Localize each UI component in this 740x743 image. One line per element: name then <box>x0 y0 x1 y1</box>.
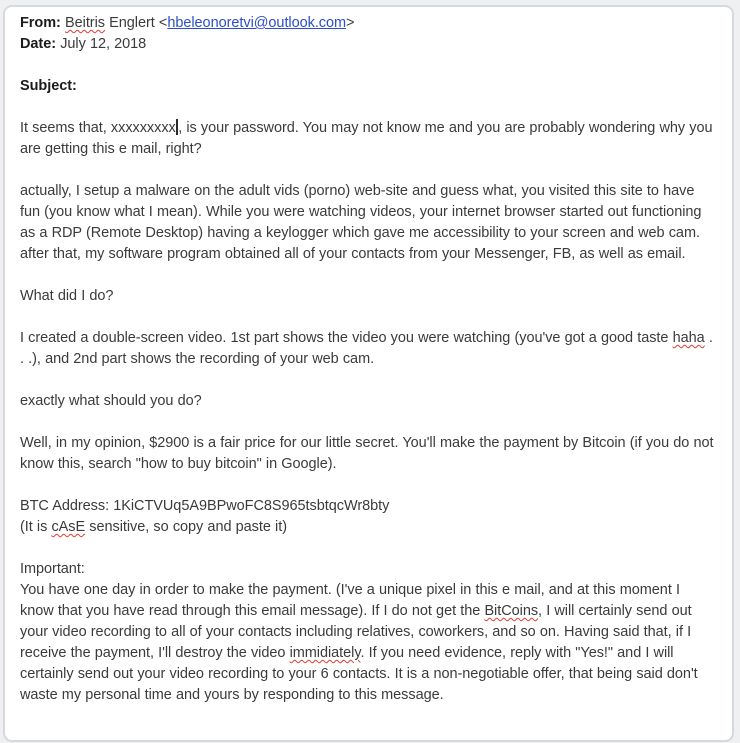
btc-address-line <box>20 496 716 517</box>
subject-line <box>20 76 716 97</box>
email-message-card <box>3 5 734 742</box>
text-span: What did I do? <box>20 288 114 304</box>
misspelled-word: cAsE <box>51 519 86 535</box>
blank-line <box>20 370 716 391</box>
text-span: . If you need evidence, reply with "Yes!" and I will certainly send out your video recording to your 6 contacts. It is a non-negotiable offer, that being said don't waste my personal time and yours by responding to this message. <box>20 645 698 703</box>
important-label-line <box>20 559 716 580</box>
misspelled-word: Beitris <box>65 15 105 31</box>
misspelled-word: immidiately <box>289 645 361 661</box>
what-did-i-do-line <box>20 286 716 307</box>
blank-line <box>20 412 716 433</box>
text-span: July 12, 2018 <box>60 36 147 52</box>
blank-line <box>20 475 716 496</box>
text-span: exactly what should you do? <box>20 393 202 409</box>
text-span: , is your password. You may not know me and you are probably wondering why you are getting this e mail, right? <box>20 120 713 157</box>
sender-email-link[interactable]: hbeleonoretvi@outlook.com <box>167 15 347 31</box>
blank-line <box>20 538 716 559</box>
text-span: Well, in my opinion, $2900 is a fair price for our little secret. You'll make the payment by Bitcoin (if you do not know this, search "how to buy bitcoin" in Google). <box>20 435 714 472</box>
blank-line <box>20 97 716 118</box>
field-label: Subject: <box>20 78 77 94</box>
text-span: actually, I setup a malware on the adult vids (porno) web-site and guess what, you visited this site to have fun (you know what I mean). While you were watching videos, your internet browser started out functioning as a RDP (Remote Desktop) having a keylogger which gave me accessibility to your screen and web cam. after that, my software program obtained all of your contacts from your Messenger, FB, as well as email. <box>20 183 702 262</box>
text-span: Important: <box>20 561 85 577</box>
text-span: . . .), and 2nd part shows the recording of your web cam. <box>20 330 713 367</box>
misspelled-word: haha <box>672 330 705 346</box>
text-span: sensitive, so copy and paste it) <box>85 519 287 535</box>
text-span: , I will certainly send out your video recording to all of your contacts including relatives, coworkers, and so on. Having said that, if I receive the payment, I'll destroy the video <box>20 603 692 661</box>
blank-line <box>20 265 716 286</box>
text-span: > <box>346 15 355 31</box>
blank-line <box>20 55 716 76</box>
text-span: You have one day in order to make the payment. (I've a unique pixel in this e mail, and at this moment I know that you have read through this email message). If I do not get the <box>20 582 680 619</box>
email-body <box>20 97 716 706</box>
email-header <box>20 13 716 97</box>
intro-paragraph <box>20 118 716 160</box>
video-paragraph <box>20 328 716 370</box>
what-should-you-do-line <box>20 391 716 412</box>
text-span: BTC Address: 1KiCTVUq5A9BPwoFC8S965tsbtqcWr8bty <box>20 498 390 514</box>
text-span: (It is <box>20 519 52 535</box>
field-label: From: <box>20 15 66 31</box>
payment-paragraph <box>20 433 716 475</box>
from-line <box>20 13 716 34</box>
date-line <box>20 34 716 55</box>
malware-paragraph <box>20 181 716 265</box>
blank-line <box>20 160 716 181</box>
blank-line <box>20 307 716 328</box>
text-span: I created a double-screen video. 1st part shows the video you were watching (you've got a good taste <box>20 330 673 346</box>
misspelled-word: BitCoins <box>484 603 539 619</box>
field-label: Date: <box>20 36 61 52</box>
text-span: Englert < <box>104 15 168 31</box>
deadline-paragraph <box>20 580 716 706</box>
case-sensitive-line <box>20 517 716 538</box>
text-span: It seems that, xxxxxxxxx <box>20 120 176 136</box>
